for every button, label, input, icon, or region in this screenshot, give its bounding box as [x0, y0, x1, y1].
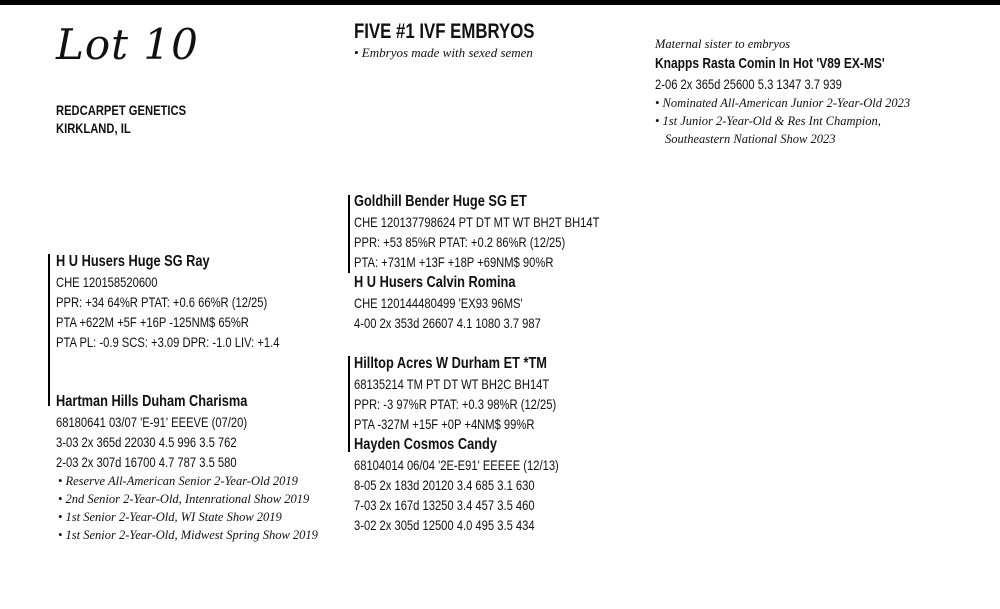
sire-dam-name: H U Husers Calvin Romina — [354, 274, 516, 291]
dam-award: • 2nd Senior 2-Year-Old, Intenrational Show 2019 — [58, 492, 310, 506]
maternal-sister-record: 2-06 2x 365d 25600 5.3 1347 3.7 939 — [655, 76, 842, 92]
dam-dam-block — [354, 434, 559, 535]
consignor-name: REDCARPET GENETICS — [56, 102, 187, 118]
sire-line: CHE 120158520600 — [56, 274, 158, 290]
dam-dam-line: 68104014 06/04 '2E-E91' EEEEE (12/13) — [354, 457, 559, 473]
dam-block — [56, 391, 247, 472]
sire-line: PTA +622M +5F +16P -125NM$ 65%R — [56, 314, 249, 330]
dam-name: Hartman Hills Duham Charisma — [56, 393, 248, 410]
dam-sire-block — [354, 353, 556, 434]
dam-sire-name: Hilltop Acres W Durham ET *TM — [354, 355, 547, 372]
dam-award: • 1st Senior 2-Year-Old, Midwest Spring Show 2019 — [58, 528, 318, 542]
sire-block — [56, 251, 280, 352]
maternal-sister-name: Knapps Rasta Comin In Hot 'V89 EX-MS' — [655, 55, 885, 72]
offering-title: FIVE #1 IVF EMBRYOS — [354, 20, 535, 43]
sire-line: PTA PL: -0.9 SCS: +3.09 DPR: -1.0 LIV: +1.4 — [56, 334, 280, 350]
dam-sire-line: 68135214 TM PT DT WT BH2C BH14T — [354, 376, 550, 392]
pedigree-bracket-sire-sire — [348, 195, 350, 273]
pedigree-bracket-dam-sire — [348, 356, 350, 452]
dam-award: • 1st Senior 2-Year-Old, WI State Show 2019 — [58, 510, 282, 524]
consignor — [56, 101, 186, 137]
maternal-sister-bullet: • Nominated All-American Junior 2-Year-Old 2023 — [655, 96, 911, 110]
dam-sire-line: PPR: -3 97%R PTAT: +0.3 98%R (12/25) — [354, 396, 557, 412]
pedigree-bracket-sire — [48, 254, 50, 406]
offering-note: • Embryos made with sexed semen — [354, 45, 533, 60]
maternal-sister-bullet: Southeastern National Show 2023 — [665, 132, 836, 146]
sire-sire-line: PTA: +731M +13F +18P +69NM$ 90%R — [354, 254, 554, 270]
sire-dam-line: CHE 120144480499 'EX93 96MS' — [354, 295, 523, 311]
sire-sire-line: PPR: +53 85%R PTAT: +0.2 86%R (12/25) — [354, 234, 566, 250]
sire-sire-line: CHE 120137798624 PT DT MT WT BH2T BH14T — [354, 214, 600, 230]
maternal-sister-bullet: • 1st Junior 2-Year-Old & Res Int Champion, — [655, 114, 881, 128]
dam-line: 68180641 03/07 'E-91' EEEVE (07/20) — [56, 414, 248, 430]
consignor-location: KIRKLAND, IL — [56, 120, 131, 136]
dam-line: 2-03 2x 307d 16700 4.7 787 3.5 580 — [56, 454, 237, 470]
dam-dam-line: 8-05 2x 183d 20120 3.4 685 3.1 630 — [354, 477, 535, 493]
dam-award: • Reserve All-American Senior 2-Year-Old 2019 — [58, 474, 298, 488]
sire-line: PPR: +34 64%R PTAT: +0.6 66%R (12/25) — [56, 294, 268, 310]
sire-name: H U Husers Huge SG Ray — [56, 253, 210, 270]
sire-sire-block — [354, 191, 599, 272]
dam-awards — [58, 472, 318, 544]
sire-dam-line: 4-00 2x 353d 26607 4.1 1080 3.7 987 — [354, 315, 541, 331]
lot-title: Lot 10 — [56, 20, 199, 69]
dam-dam-line: 7-03 2x 167d 13250 3.4 457 3.5 460 — [354, 497, 535, 513]
maternal-sister-block — [655, 36, 942, 148]
dam-dam-name: Hayden Cosmos Candy — [354, 436, 497, 453]
dam-dam-line: 3-02 2x 305d 12500 4.0 495 3.5 434 — [354, 517, 535, 533]
top-border — [0, 0, 1000, 5]
sire-dam-block — [354, 272, 541, 333]
maternal-sister-label: Maternal sister to embryos — [655, 37, 791, 51]
sire-sire-name: Goldhill Bender Huge SG ET — [354, 193, 527, 210]
dam-sire-line: PTA -327M +15F +0P +4NM$ 99%R — [354, 416, 535, 432]
dam-line: 3-03 2x 365d 22030 4.5 996 3.5 762 — [56, 434, 237, 450]
